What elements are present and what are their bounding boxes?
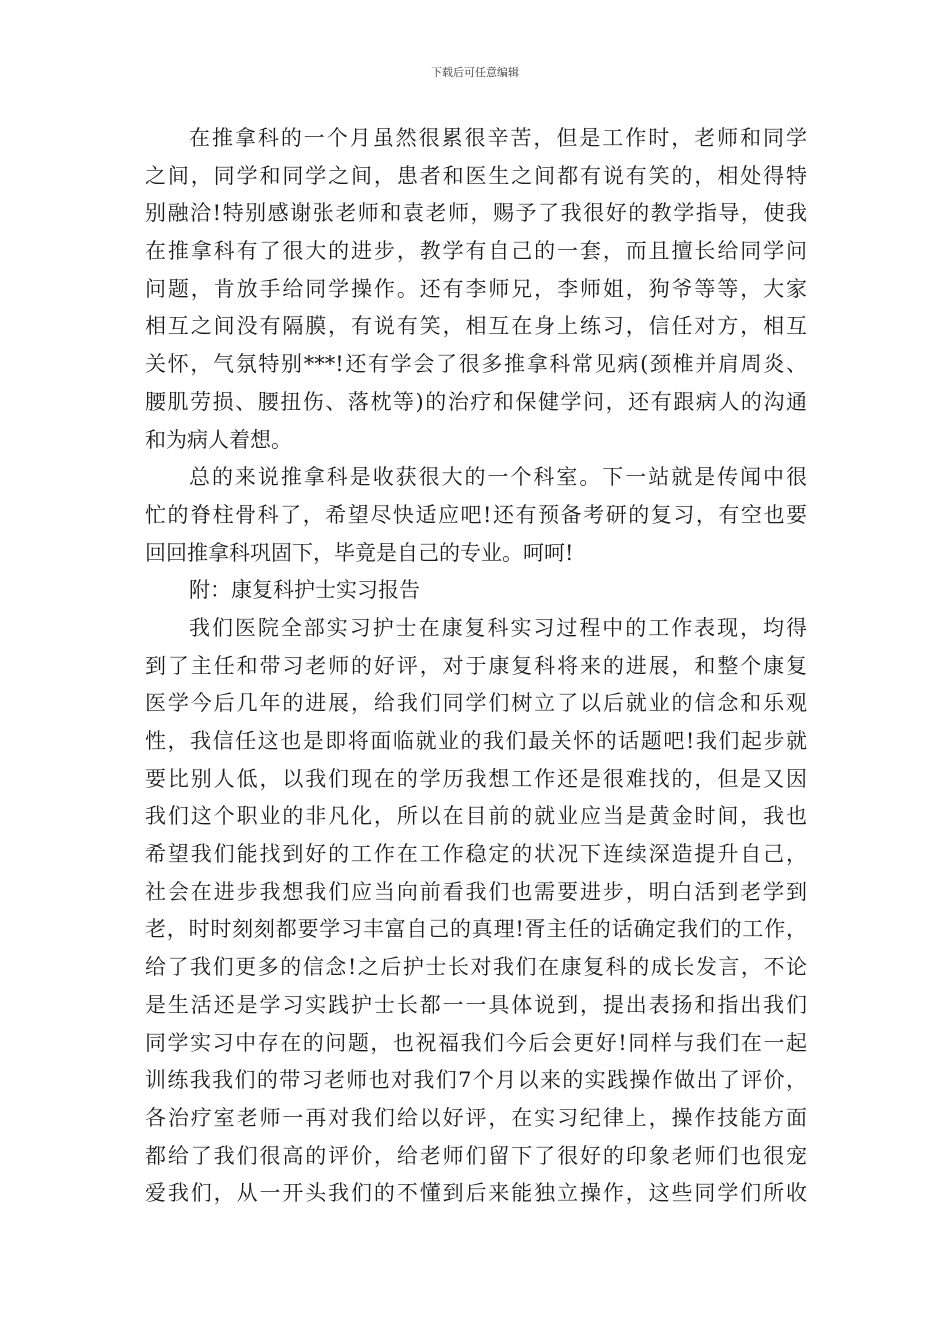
text-line: 老，时时刻刻都要学习丰富自己的真理!胥主任的话确定我们的工作， [145, 917, 807, 942]
text-line: 回回推拿科巩固下，毕竟是自己的专业。呵呵! [145, 540, 574, 565]
text-line: 我们这个职业的非凡化，所以在目前的就业应当是黄金时间，我也 [145, 804, 807, 829]
text-line: 相互之间没有隔膜，有说有笑，相互在身上练习，信任对方，相互 [145, 314, 807, 339]
text-line: 都给了我们很高的评价，给老师们留下了很好的印象老师们也很宠 [145, 1143, 807, 1168]
page-header: 下载后可任意编辑 [431, 66, 519, 79]
text-line: 别融洽!特别感谢张老师和袁老师，赐予了我很好的教学指导，使我 [145, 201, 807, 226]
text-line: 在推拿科有了很大的进步，教学有自己的一套，而且擅长给同学问 [145, 239, 807, 264]
text-line: 爱我们，从一开头我们的不懂到后来能独立操作，这些同学们所收 [145, 1181, 807, 1206]
body-text [145, 120, 807, 1213]
text-line: 给了我们更多的信念!之后护士长对我们在康复科的成长发言，不论 [145, 955, 807, 980]
text-line: 训练我我们的带习老师也对我们7个月以来的实践操作做出了评价， [145, 1068, 807, 1093]
text-line: 忙的脊柱骨科了，希望尽快适应吧!还有预备考研的复习，有空也要 [145, 502, 807, 527]
text-line: 腰肌劳损、腰扭伤、落枕等)的治疗和保健学问，还有跟病人的沟通 [145, 389, 807, 414]
text-line: 要比别人低，以我们现在的学历我想工作还是很难找的，但是又因 [145, 766, 807, 791]
text-line: 总的来说推拿科是收获很大的一个科室。下一站就是传闻中很 [189, 465, 807, 490]
text-line: 同学实习中存在的问题，也祝福我们今后会更好!同样与我们在一起 [145, 1030, 807, 1055]
text-line: 希望我们能找到好的工作在工作稳定的状况下连续深造提升自己， [145, 842, 807, 867]
text-line: 医学今后几年的进展，给我们同学们树立了以后就业的信念和乐观 [145, 691, 807, 716]
text-line: 我们医院全部实习护士在康复科实习过程中的工作表现，均得 [189, 615, 807, 640]
text-line: 关怀，气氛特别***!还有学会了很多推拿科常见病(颈椎并肩周炎、 [145, 352, 807, 377]
text-line: 附：康复科护士实习报告 [189, 578, 420, 603]
text-line: 社会在进步我想我们应当向前看我们也需要进步，明白活到老学到 [145, 879, 807, 904]
text-line: 和为病人着想。 [145, 427, 292, 452]
text-line: 在推拿科的一个月虽然很累很辛苦，但是工作时，老师和同学 [189, 126, 807, 150]
text-line: 问题，肯放手给同学操作。还有李师兄，李师姐，狗爷等等，大家 [145, 276, 807, 301]
text-line: 到了主任和带习老师的好评，对于康复科将来的进展，和整个康复 [145, 653, 807, 678]
text-line: 之间，同学和同学之间，患者和医生之间都有说有笑的，相处得特 [145, 163, 807, 188]
text-line: 各治疗室老师一再对我们给以好评，在实习纪律上，操作技能方面 [145, 1105, 807, 1130]
text-line: 性，我信任这也是即将面临就业的我们最关怀的话题吧!我们起步就 [145, 729, 807, 753]
text-line: 是生活还是学习实践护士长都一一具体说到，提出表扬和指出我们 [145, 992, 807, 1017]
